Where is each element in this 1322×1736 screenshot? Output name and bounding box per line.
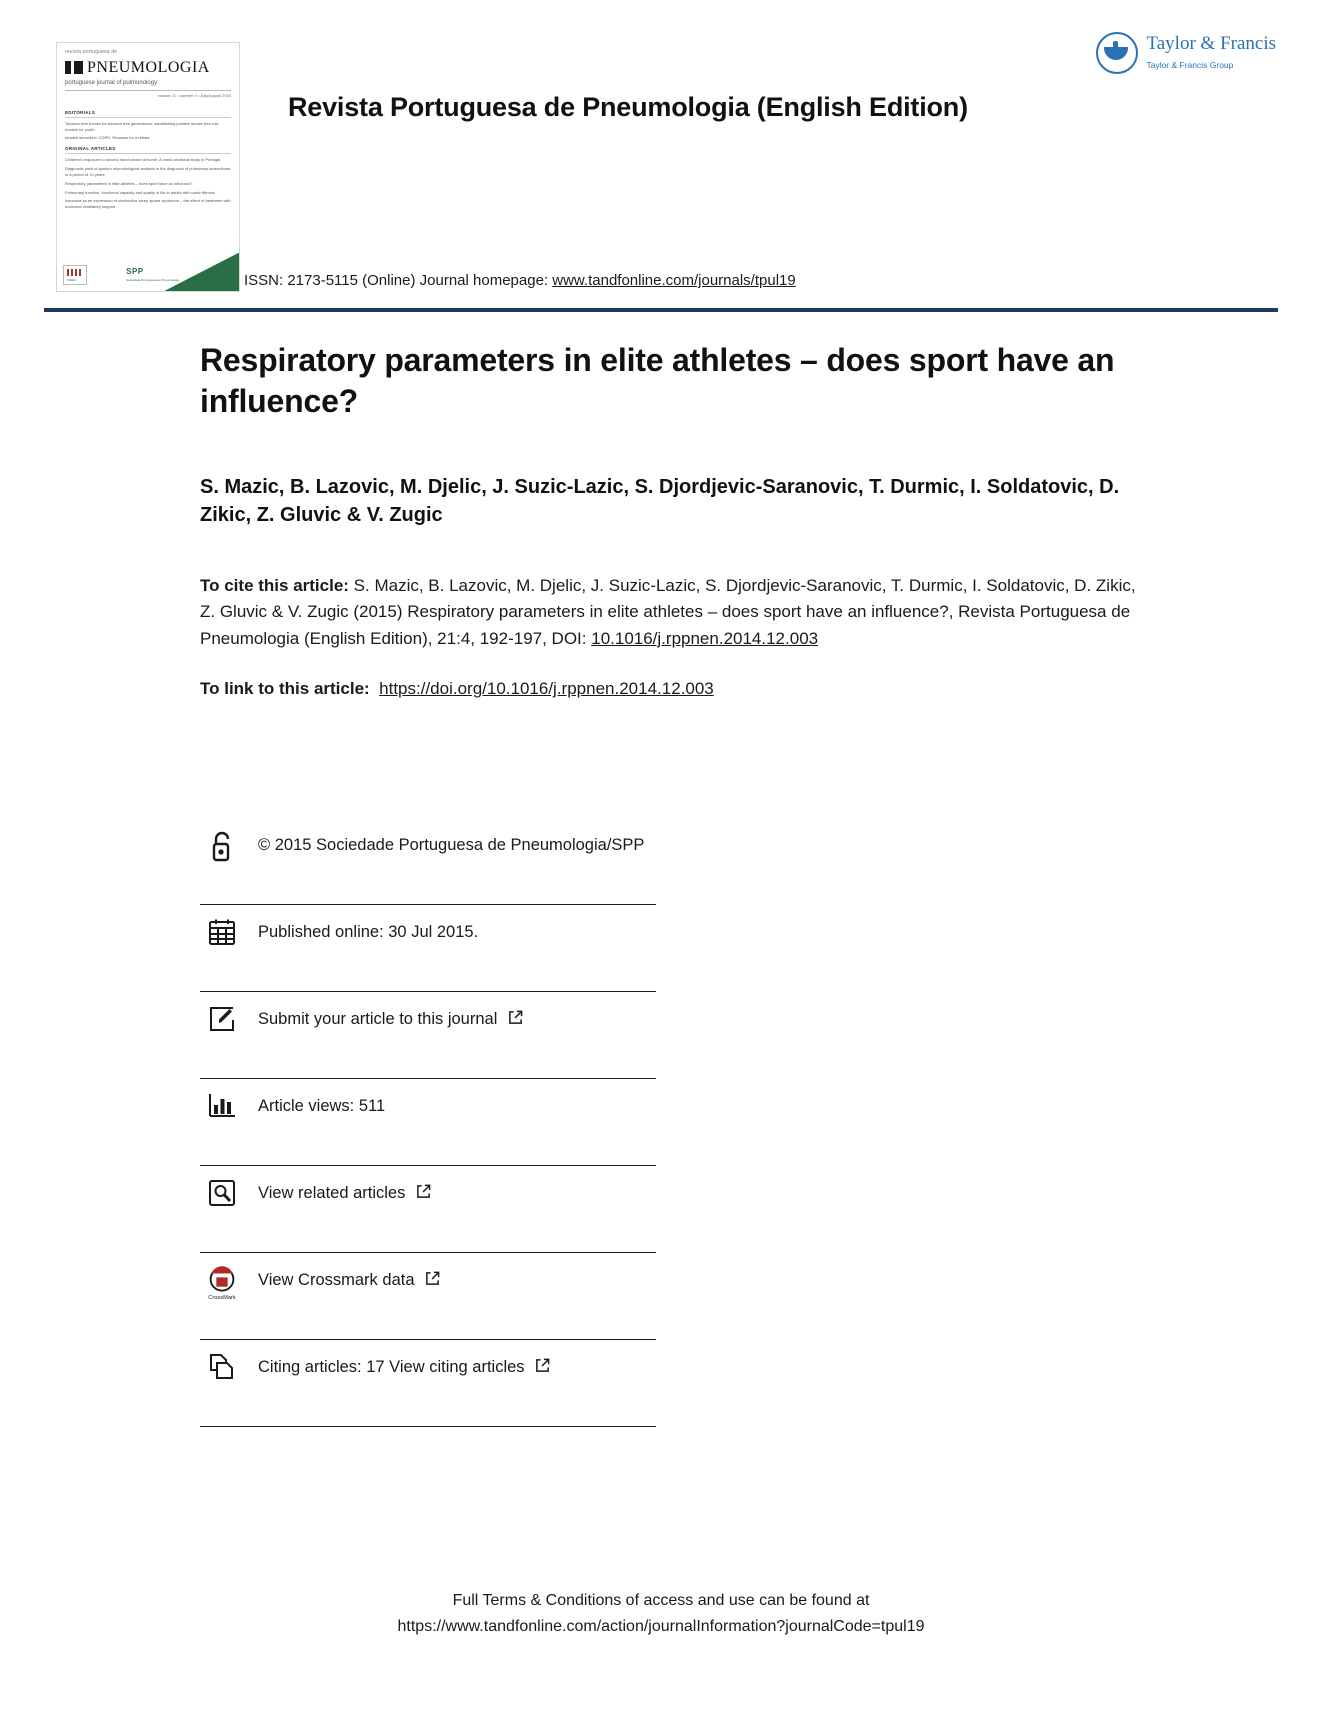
article-link-label: To link to this article: <box>200 679 370 699</box>
article-doi-url[interactable]: https://doi.org/10.1016/j.rppnen.2014.12.003 <box>379 679 714 699</box>
header-rule-left <box>44 308 244 312</box>
svg-text:CrossMark: CrossMark <box>208 1295 236 1301</box>
cover-wordmark: PNEUMOLOGIA <box>87 58 210 76</box>
metadata-citing-text[interactable] <box>258 1352 550 1379</box>
crossmark-link[interactable]: View Crossmark data <box>258 1271 415 1289</box>
cover-index-badge: INDEX <box>63 265 87 285</box>
cover-logo-icon <box>65 61 83 74</box>
metadata-row-citing[interactable] <box>200 1340 656 1427</box>
journal-header <box>44 22 1278 312</box>
article-block <box>200 340 1140 702</box>
cover-section-heading: ORIGINAL ARTICLES <box>65 146 231 154</box>
cover-section-line: Respiratory parameters in elite athletes – does sport have an influence? <box>65 180 193 186</box>
cover-subtitle: portuguese journal of pulmonology <box>65 79 231 91</box>
metadata-row-views <box>200 1079 656 1166</box>
issn-label: ISSN: 2173-5115 (Online) Journal homepage: <box>244 272 553 289</box>
metadata-row-submit[interactable] <box>200 992 656 1079</box>
journal-homepage-link[interactable]: www.tandfonline.com/journals/tpul19 <box>552 272 796 289</box>
related-articles-icon <box>200 1178 244 1208</box>
cover-section-line: Insomnia as an expression of obstructive sleep apnea syndrome – the effect of treatment with nocturnal ventilatory support <box>65 198 231 210</box>
related-articles-link[interactable]: View related articles <box>258 1184 406 1202</box>
metadata-row-related[interactable] <box>200 1166 656 1253</box>
citation-label: To cite this article: <box>200 576 349 596</box>
open-access-icon <box>200 830 244 864</box>
cover-section-line: Diagnostic yield of sputum microbiological analysis in the diagnosis of pulmonary tuberculosis in a period of 10 years <box>65 166 231 177</box>
citation-text: S. Mazic, B. Lazovic, M. Djelic, J. Suzic-Lazic, S. Djordjevic-Saranovic, T. Durmic, I. Soldatovic, D. Zikic, Z. Gluvic & V. Zugic (2015) Respiratory parameters in elite athletes – does sport have an influence?, Revista Portuguesa de Pneumologia (English Edition), 21:4, 192-197, DOI: <box>200 576 1136 648</box>
metadata-related-text[interactable] <box>258 1178 431 1205</box>
citation-block <box>200 573 1140 652</box>
submit-article-link[interactable]: Submit your article to this journal <box>258 1010 498 1028</box>
header-rule-right <box>1134 308 1278 312</box>
cover-section-line: Inhaled steroids in COPD: Reasons for a rebate <box>65 135 150 141</box>
cover-section-heading: EDITORIALS <box>65 110 231 118</box>
footer-line-1: Full Terms & Conditions of access and use can be found at <box>452 1592 870 1609</box>
cover-section-line: Pulmonary function, functional capacity and quality of life in adults with cystic fibrosis <box>65 189 215 195</box>
cover-society-subtitle: Sociedade Portuguesa de Pneumologia <box>126 277 179 282</box>
cover-society-logo: SPP Sociedade Portuguesa de Pneumologia <box>126 267 179 282</box>
cover-footer <box>57 253 239 291</box>
article-link-block <box>200 676 1140 702</box>
article-title: Respiratory parameters in elite athletes – does sport have an influence? <box>200 342 1115 419</box>
external-link-icon <box>425 1270 440 1292</box>
citing-articles-icon <box>200 1352 244 1382</box>
metadata-row-published <box>200 905 656 992</box>
publisher-logo <box>1096 32 1276 74</box>
footer-line-2: https://www.tandfonline.com/action/journalInformation?journalCode=tpul19 <box>397 1617 925 1635</box>
article-metadata-list <box>200 818 656 1427</box>
calendar-icon <box>200 917 244 947</box>
publisher-name: Taylor & Francis <box>1146 32 1276 54</box>
cover-volume-line: volume 21 • number 4 • July/August 2015 <box>157 93 231 99</box>
external-link-icon <box>508 1009 523 1031</box>
cover-section-line: Tobacco free homes for tobacco free generations: establishing positive smoke free role models for youth <box>65 120 219 132</box>
publisher-group: Taylor & Francis Group <box>1146 59 1234 70</box>
metadata-views-text: Article views: 511 <box>258 1097 386 1115</box>
taylor-francis-icon <box>1096 32 1138 74</box>
cover-section-line: Children's exposure to second hand smoke at home. A cross-sectional study in Portugal <box>65 157 221 163</box>
metadata-row-crossmark[interactable] <box>200 1253 656 1340</box>
page-footer <box>0 1588 1322 1639</box>
metadata-submit-text[interactable] <box>258 1004 523 1031</box>
external-link-icon <box>535 1357 550 1379</box>
issn-line <box>244 272 796 289</box>
article-authors: S. Mazic, B. Lazovic, M. Djelic, J. Suzic-Lazic, S. Djordjevic-Saranovic, T. Durmic, I. Soldatovic, D. Zikic, Z. Gluvic & V. Zugic <box>200 475 1120 526</box>
crossmark-icon <box>200 1265 244 1301</box>
header-rule-main <box>244 308 1134 312</box>
article-views-icon <box>200 1091 244 1119</box>
submit-article-icon <box>200 1004 244 1034</box>
metadata-row-copyright <box>200 818 656 905</box>
external-link-icon <box>416 1183 431 1205</box>
citing-articles-link[interactable]: Citing articles: 17 View citing articles <box>258 1358 525 1376</box>
cover-top-label: revista portuguesa de <box>65 49 118 55</box>
metadata-crossmark-text[interactable] <box>258 1265 440 1292</box>
page-title: Revista Portuguesa de Pneumologia (English Edition) <box>288 92 968 122</box>
journal-cover-thumbnail <box>56 42 240 292</box>
doi-link[interactable]: 10.1016/j.rppnen.2014.12.003 <box>591 628 819 648</box>
metadata-published-text: Published online: 30 Jul 2015. <box>258 923 479 941</box>
metadata-copyright-text: © 2015 Sociedade Portuguesa de Pneumologia/SPP <box>258 836 645 854</box>
